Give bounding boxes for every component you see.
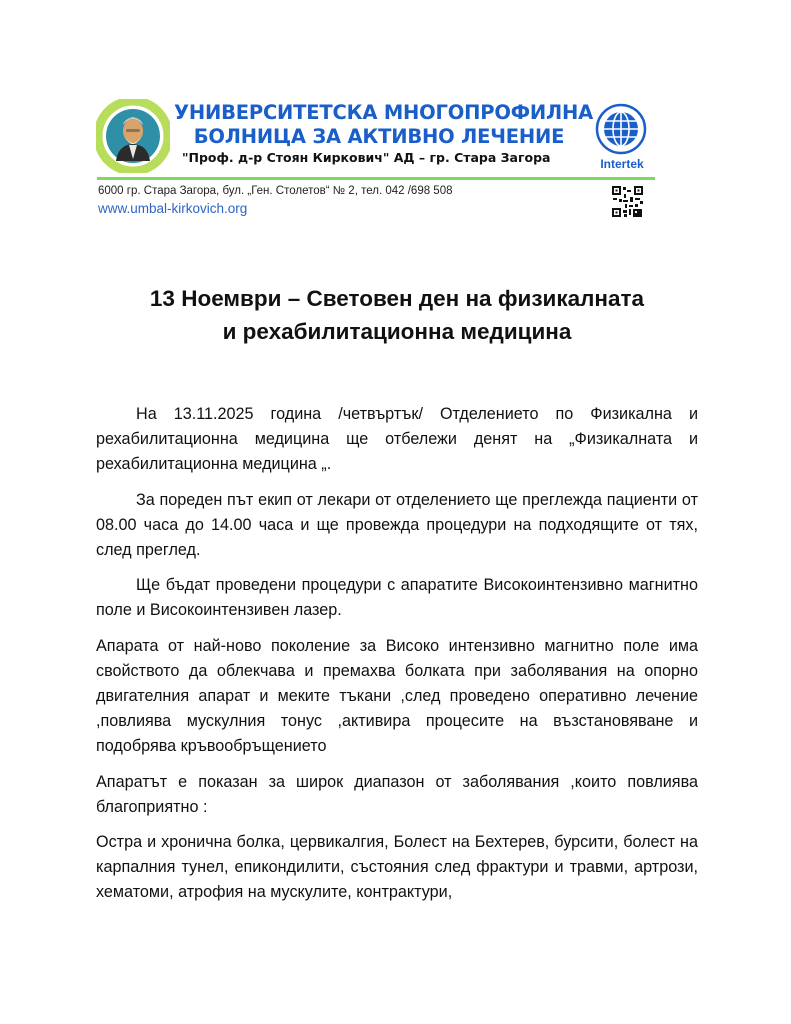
paragraph-indications-list: Остра и хронична болка, цервикалгия, Болест на Бехтерев, бурсити, болест на карпалния тунел, епикондилити, състояния след фрактури и травми, артрози, хематоми, атрофия на мускулите, контрактури, (96, 833, 698, 902)
article-body (96, 402, 698, 916)
hospital-name-line1: УНИВЕРСИТЕТСКА МНОГОПРОФИЛНА (174, 101, 593, 124)
hospital-website-link[interactable]: www.umbal-kirkovich.org (98, 201, 248, 216)
certification-label: Intertek (600, 157, 644, 171)
paragraph-magnetic-field-device: Апарата от най-ново поколение за Високо интензивно магнитно поле има свойството да облекчава и премахва болката при заболявания на опорно двигателния апарат и меките тъкани ,след проведено оперативно лечение ,повлиява мускулния тонус ,активира процесите на възстановяване и подобрява кръвообръщението (96, 636, 698, 756)
header-divider (97, 177, 655, 180)
paragraph-event-announcement: На 13.11.2025 година /четвъртък/ Отделението по Физикална и рехабилитационна медицина ще отбележи денят на „Физикалната и рехабилитационна медицина „. (96, 405, 698, 474)
paragraph-procedures: Ще бъдат проведени процедури с апаратите Високоинтензивно магнитно поле и Високоинтензивен лазер. (96, 576, 698, 620)
hospital-logo-emblem (96, 99, 170, 173)
paragraph-indications-intro: Апаратът е показан за широк диапазон от заболявания ,които повлиява благоприятно : (96, 772, 698, 816)
hospital-name-line3: "Проф. д-р Стоян Киркович" АД – гр. Стара Загора (182, 150, 551, 165)
hospital-name-line2: БОЛНИЦА ЗА АКТИВНО ЛЕЧЕНИЕ (193, 125, 565, 148)
letterhead (96, 97, 658, 225)
article-title-line2: и рехабилитационна медицина (222, 319, 572, 344)
article-title (96, 282, 698, 348)
hospital-address: 6000 гр. Стара Загора, бул. „Ген. Столетов“ № 2, тел. 042 /698 508 (98, 185, 453, 197)
qr-code-icon (611, 185, 644, 218)
paragraph-examination-schedule: За пореден път екип от лекари от отделението ще преглежда пациенти от 08.00 часа до 14.00 часа и ще провежда процедури на подходящите от тях, след преглед. (96, 490, 698, 560)
article-title-line1: 13 Ноември – Световен ден на физикалната (149, 286, 645, 311)
hospital-name (174, 101, 593, 167)
